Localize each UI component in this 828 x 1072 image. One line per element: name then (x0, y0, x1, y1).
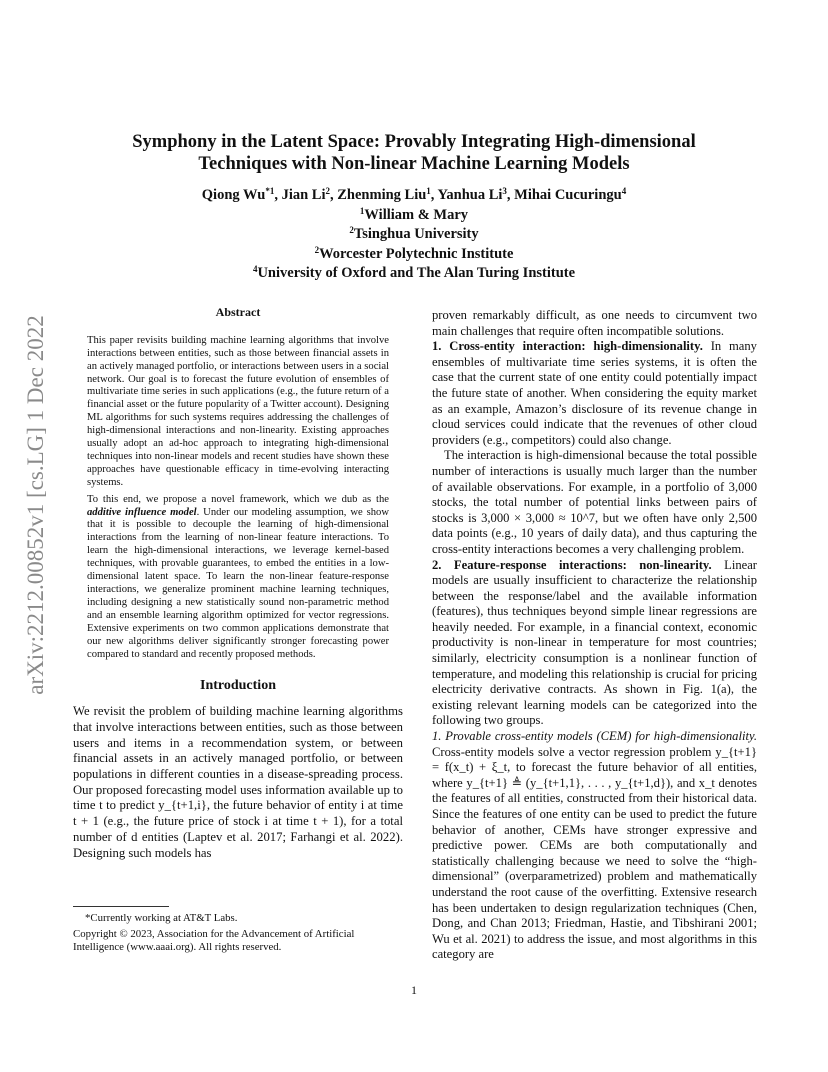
arxiv-identifier (18, 290, 54, 720)
page-number: 1 (411, 983, 417, 997)
right-column (432, 308, 757, 963)
author-separator: , (274, 187, 282, 203)
affiliation-mark: 1 (359, 205, 365, 216)
body-text: Linear models are usually insufficient to characterize the relationship between the response/label and the available information (features), thus techniques beyond simple linear regressions are heavily needed. For example, in a financial context, economic productivity is non-linear in temperature for most countries; similarly, electricity consumption is a nonlinear function of temperature, and modeling this relationship is crucial for pricing electricity derivative contracts. As shown in Fig. 1(a), the existing relevant learning models can be categorized into the following two groups. (432, 557, 757, 728)
abstract-paragraph-1: This paper revisits building machine learning algorithms that involve interactions between entities, such as those between financial assets in an actively managed portfolio, or interactions between users in a social network. Our goal is to forecast the future evolution of ensembles of multivariate time series in such applications (e.g., the future return of a financial asset or the future popularity of a Twitter account). Designing ML algorithms for such systems requires addressing the challenges of high-dimensional interactions and non-linearity. Existing approaches usually adopt an ad-hoc approach to integrating high-dimensional techniques into non-linear models and recent studies have shown these approaches have questionable efficacy in time-evolving interacting systems. (87, 334, 389, 488)
footnote-rule (73, 906, 169, 907)
affiliation (80, 245, 748, 265)
author-name: Yanhua Li (437, 187, 503, 203)
introduction-heading: Introduction (200, 678, 276, 694)
body-paragraph: The interaction is high-dimensional because the total possible number of interactions is usually much larger than the number of available observations. For example, in a portfolio of 3,000 stocks, the total number of potential links between pairs of stocks is 3,000 × 3,000 ≈ 10^7, but we often have only 2,500 data points (e.g., 10 years of daily data), and thus capturing the cross-entity interactions becomes a very challenging problem. (432, 448, 757, 556)
paragraph-lead: 2. Feature-response interactions: non-linearity. (432, 557, 712, 572)
body-paragraph: proven remarkably difficult, as one needs to circumvent two main challenges that require often incompatible solutions. (432, 308, 757, 338)
affiliation (80, 264, 748, 284)
abstract-paragraph-2 (87, 494, 389, 662)
author-list (80, 186, 748, 206)
body-paragraph (432, 729, 757, 963)
copyright-notice: Copyright © 2023, Association for the Advancement of Artificial Intelligence (www.aaai.org). All rights reserved. (73, 928, 355, 953)
affiliation-name: University of Oxford and The Alan Turing Institute (257, 265, 576, 281)
affiliation-mark: 4 (252, 264, 258, 274)
abstract-emphasis: additive influence model (87, 506, 197, 518)
paper-title-line-1: Symphony in the Latent Space: Provably Integrating High-dimensional (132, 132, 696, 152)
author-separator: , (506, 187, 515, 203)
affiliation-name: William & Mary (364, 206, 469, 223)
author-affiliation-mark: 2 (325, 186, 330, 196)
abstract-heading: Abstract (215, 305, 261, 319)
body-paragraph (432, 339, 757, 448)
author-separator: , (330, 187, 338, 203)
paragraph-lead: 1. Provable cross-entity models (CEM) for high-dimensionality. (432, 729, 757, 744)
paper-title-line-2: Techniques with Non-linear Machine Learning Models (198, 154, 630, 174)
author-name: Mihai Cucuringu (514, 187, 622, 203)
affiliation-mark: 2 (349, 225, 354, 235)
left-column (73, 305, 403, 861)
abstract-text: To this end, we propose a novel framework, which we dub as the (87, 493, 389, 505)
body-text: Cross-entity models solve a vector regression problem y_{t+1} = f(x_t) + ξ_t, to forecast the future behavior of all entities, where y_{t+1} ≜ (y_{t+1,1}, . . . , y_{t+1,d}), and x_t denotes the features of all entities, constructed from their historical data. Since the features of one entity can be used to predict the future behavior of another, CEMs have stronger expressive and predictive power. CEMs are both computationally and statistically challenging because we need to solve the “high-dimensional” (overparametrized) problem and mathematically understand the root cause of the overfitting. Extensive research has been undertaken to design regularization techniques (Chen, Dong, and Chan 2013; Friedman, Hastie, and Tibshirani 2001; Wu et al. 2021) to address the issue, and most algorithms in this category are (432, 744, 757, 962)
author-separator: , (430, 187, 438, 203)
author-name: Zhenming Liu (337, 187, 427, 203)
body-paragraph (432, 558, 757, 730)
affiliation (80, 225, 748, 245)
author-affiliation-mark: 3 (502, 186, 507, 196)
author-affiliation-mark: 1 (426, 186, 431, 196)
affiliation-name: Worcester Polytechnic Institute (319, 245, 514, 262)
author-affiliation-mark: 4 (621, 186, 627, 196)
arxiv-identifier-text: arXiv:2212.00852v1 [cs.LG] 1 Dec 2022 (23, 315, 48, 695)
affiliation-name: Tsinghua University (353, 226, 479, 242)
footnote-text: *Currently working at AT&T Labs. (85, 912, 238, 924)
paragraph-lead: 1. Cross-entity interaction: high-dimensionality. (432, 339, 703, 354)
author-name: Qiong Wu (201, 187, 266, 203)
affiliation-mark: 2 (314, 244, 320, 255)
author-affiliation-mark: *1 (265, 186, 275, 196)
abstract-text: . Under our modeling assumption, we show that it is possible to decouple the learning of high-dimensional interactions from the learning of non-linear feature interactions. To learn the high-dimensional interactions, we leverage kernel-based techniques, with provable guarantees, to embed the entities in a low-dimensional latent space. To learn the non-linear feature-response interactions, we generalize prominent machine learning techniques, including designing a new statistically sound non-parametric method and an ensemble learning algorithm optimized for vector regressions. Extensive experiments on two common applications demonstrate that our new algorithms deliver significantly stronger forecasting power compared to standard and recently proposed methods. (87, 506, 389, 660)
author-name: Jian Li (281, 187, 326, 203)
abstract (87, 335, 389, 662)
introduction-paragraph: We revisit the problem of building machine learning algorithms that involve interactions between entities, such as those between users and items in a recommendation system, or between financial assets in an actively managed portfolio, or between populations in different counties in a disease-spreading process. Our proposed forecasting model uses information available up to time t to predict y_{t+1,i}, the future behavior of entity i at time t + 1 (e.g., the future price of stock i at time t + 1), for a total number of d entities (Laptev et al. 2017; Farhangi et al. 2022). Designing such models has (73, 704, 403, 860)
paper-title (80, 131, 748, 175)
footnote-block (73, 906, 403, 954)
body-text: In many ensembles of multivariate time series systems, it is often the case that the current state of one entity could potentially impact the future state of another. When considering the equity market as an example, Amazon’s disclosure of its revenue change in cloud services could indicate that the revenues of other cloud providers (e.g., competitors) could also change. (432, 339, 757, 447)
author-block (80, 186, 748, 284)
affiliation (80, 206, 748, 226)
